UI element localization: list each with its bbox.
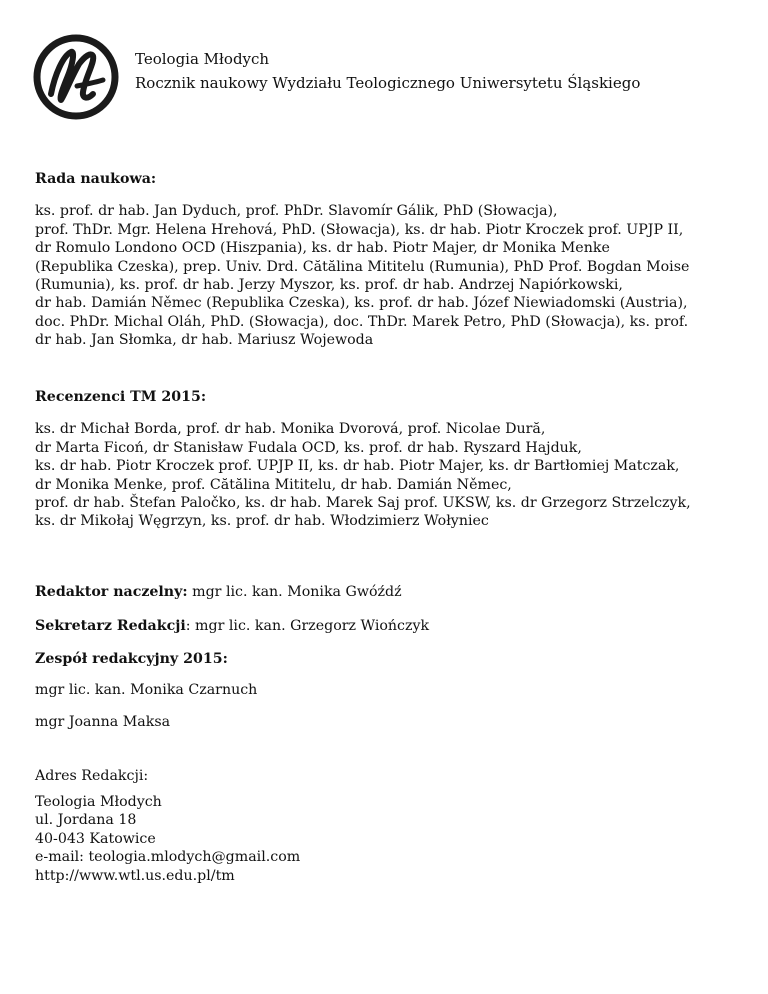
editor-in-chief (35, 583, 402, 601)
reviewers-line: prof. dr hab. Štefan Paločko, ks. dr hab. Marek Saj prof. UKSW, ks. dr Grzegorz Strzelczyk, (35, 495, 691, 512)
reviewers-line: dr Marta Ficoń, dr Stanisław Fudala OCD, ks. prof. dr hab. Ryszard Hajduk, (35, 439, 582, 456)
board-line: doc. PhDr. Michal Oláh, PhD. (Słowacja), doc. ThDr. Marek Petro, PhD (Słowacja), ks. prof. (35, 313, 689, 330)
address-line: Teologia Młodych (35, 794, 162, 810)
address-block (35, 793, 300, 885)
board-line: prof. ThDr. Mgr. Helena Hrehová, PhD. (Słowacja), ks. dr hab. Piotr Kroczek prof. UPJP II, (35, 221, 684, 238)
address-line: 40-043 Katowice (35, 830, 156, 847)
reviewers-line: ks. dr hab. Piotr Kroczek prof. UPJP II, ks. dr hab. Piotr Majer, ks. dr Bartłomiej Matczak, (35, 458, 680, 475)
editorial-team-member: mgr lic. kan. Monika Czarnuch (35, 682, 258, 698)
board-line: dr hab. Jan Słomka, dr hab. Mariusz Wojewoda (35, 332, 374, 349)
editorial-secretary (35, 617, 429, 635)
scientific-board-heading: Rada naukowa: (35, 171, 157, 187)
board-line: (Rumunia), ks. prof. dr hab. Jerzy Myszor, ks. prof. dr hab. Andrzej Napiórkowski, (35, 277, 623, 294)
reviewers-line: dr Monika Menke, prof. Cătălina Mititelu, dr hab. Damián Němec, (35, 476, 512, 493)
email-link[interactable]: e-mail: teologia.mlodych@gmail.com (35, 849, 301, 866)
board-line: (Republika Czeska), prep. Univ. Drd. Cătălina Mititelu (Rumunia), PhD Prof. Bogdan Moise (35, 258, 690, 275)
secretary-name: : mgr lic. kan. Grzegorz Wiończyk (185, 618, 430, 634)
website-link[interactable]: http://www.wtl.us.edu.pl/tm (35, 867, 235, 884)
editorial-team-heading: Zespół redakcyjny 2015: (35, 651, 228, 667)
journal-subtitle: Rocznik naukowy Wydziału Teologicznego Uniwersytetu Śląskiego (135, 74, 641, 92)
board-line: dr Romulo Londono OCD (Hiszpania), ks. dr hab. Piotr Majer, dr Monika Menke (35, 240, 610, 257)
board-line: dr hab. Damián Němec (Republika Czeska), ks. prof. dr hab. Józef Niewiadomski (Austria), (35, 295, 688, 312)
secretary-label: Sekretarz Redakcji (35, 618, 186, 634)
board-line: ks. prof. dr hab. Jan Dyduch, prof. PhDr. Slavomír Gálik, PhD (Słowacja), (35, 203, 558, 220)
reviewers-heading: Recenzenci TM 2015: (35, 389, 207, 405)
address-label: Adres Redakcji: (35, 768, 149, 784)
journal-logo-icon (33, 34, 119, 120)
editorial-team-member: mgr Joanna Maksa (35, 714, 171, 730)
reviewers-line: ks. dr Mikołaj Węgrzyn, ks. prof. dr hab. Włodzimierz Wołyniec (35, 513, 489, 530)
editor-in-chief-label: Redaktor naczelny: (35, 584, 188, 600)
scientific-board-section (35, 170, 689, 350)
reviewers-line: ks. dr Michał Borda, prof. dr hab. Monika Dvorová, prof. Nicolae Dură, (35, 421, 546, 438)
reviewers-section (35, 388, 691, 531)
address-line: ul. Jordana 18 (35, 812, 137, 829)
editor-in-chief-name: mgr lic. kan. Monika Gwóźdź (187, 584, 402, 600)
journal-name: Teologia Młodych (135, 50, 270, 68)
journal-header (135, 47, 640, 95)
